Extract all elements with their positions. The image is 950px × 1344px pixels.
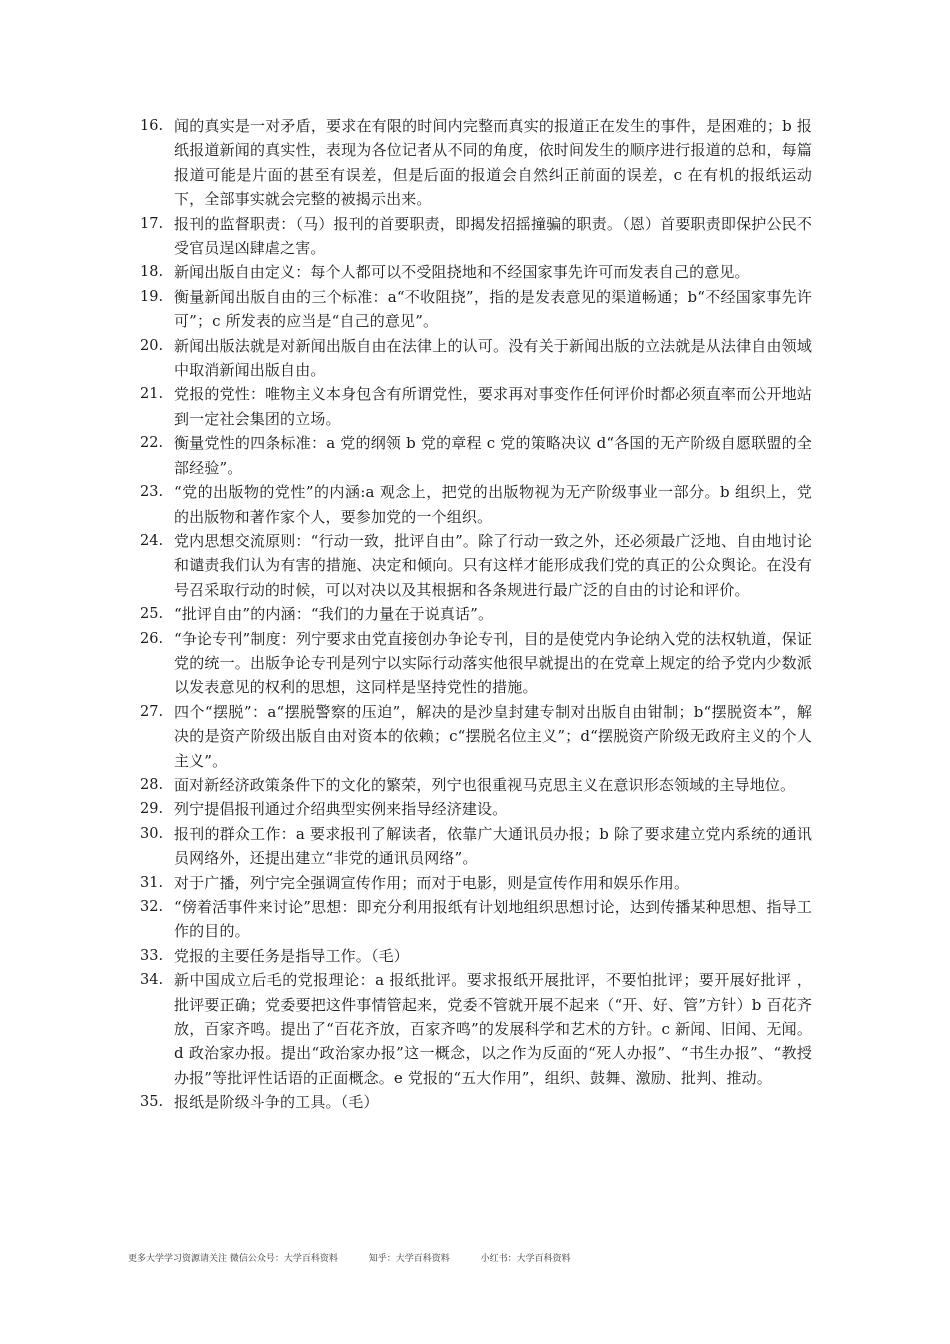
list-item [140, 895, 812, 944]
item-text: “党的出版物的党性”的内涵:a 观念上，把党的出版物视为无产阶级事业一部分。b 组织上，党的出版物和著作家个人，要参加党的一个组织。 [174, 483, 812, 526]
list-item [140, 627, 812, 700]
list-item [140, 944, 812, 968]
item-text: “批评自由”的内涵：“我们的力量在于说真话”。 [174, 605, 494, 624]
list-item [140, 260, 812, 284]
item-text: 党报的党性：唯物主义本身包含有所谓党性，要求再对事变作任何评价时都必须直率而公开地站到一定社会集团的立场。 [174, 385, 812, 428]
page-footer [128, 1251, 571, 1264]
item-number: 35. [140, 1094, 164, 1111]
item-text: 报刊的群众工作：a 要求报刊了解读者，依靠广大通讯员办报；b 除了要求建立党内系统的通讯员网络外，还提出建立“非党的通讯员网络”。 [174, 824, 812, 868]
numbered-list [140, 114, 812, 1115]
item-text: 面对新经济政策条件下的文化的繁荣，列宁也很重视马克思主义在意识形态领域的主导地位。 [174, 775, 796, 794]
item-text: 衡量新闻出版自由的三个标准：a“不收阻挠”，指的是发表意见的渠道畅通；b“不经国家事先许可”；c 所发表的应当是“自己的意见”。 [174, 287, 812, 331]
item-number: 25. [140, 606, 164, 623]
list-item [140, 382, 812, 431]
item-number: 30. [140, 825, 164, 842]
list-item [140, 285, 812, 334]
list-item [140, 529, 812, 602]
list-item [140, 822, 812, 871]
item-number: 26. [140, 630, 164, 647]
item-number: 19. [140, 288, 164, 305]
item-text: 四个“摆脱”：a“摆脱警察的压迫”，解决的是沙皇封建专制对出版自由钳制；b“摆脱资本”，解决的是资产阶级出版自由对资本的依赖；c“摆脱名位主义”；d“摆脱资产阶级无政府主义的个人主义”。 [174, 702, 812, 770]
list-item [140, 114, 812, 212]
item-text: 新闻出版法就是对新闻出版自由在法律上的认可。没有关于新闻出版的立法就是从法律自由领域中取消新闻出版自由。 [174, 336, 812, 380]
item-number: 24. [140, 532, 164, 549]
item-number: 17. [140, 215, 164, 232]
item-text: 新闻出版自由定义：每个人都可以不受阻挠地和不经国家事先许可而发表自己的意见。 [174, 263, 750, 282]
item-number: 29. [140, 801, 164, 818]
item-number: 21. [140, 386, 164, 403]
item-number: 32. [140, 899, 164, 915]
item-text: 列宁提倡报刊通过介绍典型实例来指导经济建设。 [174, 800, 508, 819]
list-item [140, 797, 812, 821]
list-item [140, 968, 812, 1090]
item-text: 闻的真实是一对矛盾，要求在有限的时间内完整而真实的报道正在发生的事件，是困难的；b 报纸报道新闻的真实性，表现为各位记者从不同的角度，依时间发生的顺序进行报道的总和，每篇报道可能是片面的甚至有误差，但是后面的报道会自然纠正前面的误差，c 在有机的报纸运动下，全部事实就会完整的被揭示出来。 [174, 117, 812, 209]
item-number: 22. [140, 435, 164, 452]
item-text: 衡量党性的四条标准：a 党的纲领 b 党的章程 c 党的策略决议 d“各国的无产阶级自愿联盟的全部经验”。 [174, 434, 812, 477]
item-text: “傍着活事件来讨论”思想：即充分利用报纸有计划地组织思想讨论，达到传播某种思想、指导工作的目的。 [174, 898, 812, 941]
item-text: 对于广播，列宁完全强调宣传作用；而对于电影，则是宣传作用和娱乐作用。 [174, 873, 690, 892]
item-number: 34. [140, 972, 164, 989]
item-number: 27. [140, 703, 164, 720]
list-item [140, 1090, 812, 1114]
footer-wechat-note: 更多大学学习资源请关注 微信公众号：大学百科资料 [128, 1254, 338, 1264]
item-text: 党内思想交流原则：“行动一致，批评自由”。除了行动一致之外，还必须最广泛地、自由地讨论和谴责我们认为有害的措施、决定和倾向。只有这样才能形成我们党的真正的公众舆论。在没有号召采取行动的时候，可以对决以及其根据和各条规进行最广泛的自由的讨论和评价。 [174, 531, 812, 599]
item-text: 党报的主要任务是指导工作。（毛） [174, 946, 409, 965]
item-text: 报刊的监督职责：（马）报刊的首要职责，即揭发招摇撞骗的职责。（恩）首要职责即保护公民不受官员逞凶肆虐之害。 [174, 214, 812, 258]
item-number: 33. [140, 947, 164, 964]
item-number: 23. [140, 484, 164, 501]
item-text: 新中国成立后毛的党报理论：a 报纸批评。要求报纸开展批评，不要怕批评；要开展好批评 ，批评要正确；党委要把这件事情管起来，党委不管就开展不起来（“开、好、管”方针）b 百花齐放，百家齐鸣。提出了“百花齐放，百家齐鸣”的发展科学和艺术的方针。c 新闻、旧闻、无闻。d 政治家办报。提出“政治家办报”这一概念，以之作为反面的“死人办报”、“书生办报”、“教授办报”等批评性话语的正面概念。e 党报的“五大作用”，组织、鼓舞、激励、批判、推动。 [174, 971, 812, 1087]
list-item [140, 700, 812, 773]
footer-zhihu-note: 知乎：大学百科资料 [368, 1254, 450, 1264]
list-item [140, 602, 812, 626]
list-item [140, 212, 812, 261]
footer-xiaohongshu-note: 小红书：大学百科资料 [480, 1254, 571, 1264]
list-item [140, 871, 812, 895]
item-number: 28. [140, 776, 164, 793]
item-number: 20. [140, 337, 164, 354]
item-number: 18. [140, 264, 164, 281]
list-item [140, 334, 812, 383]
item-text: “争论专刊”制度：列宁要求由党直接创办争论专刊，目的是使党内争论纳入党的法权轨道，保证党的统一。出版争论专刊是列宁以实际行动落实他很早就提出的在党章上规定的给予党内少数派以发表意见的权利的思想，这同样是坚持党性的措施。 [174, 629, 812, 697]
item-number: 31. [140, 874, 164, 891]
item-number: 16. [140, 118, 164, 134]
list-item [140, 773, 812, 797]
list-item [140, 480, 812, 529]
item-text: 报纸是阶级斗争的工具。（毛） [174, 1093, 379, 1112]
list-item [140, 431, 812, 480]
